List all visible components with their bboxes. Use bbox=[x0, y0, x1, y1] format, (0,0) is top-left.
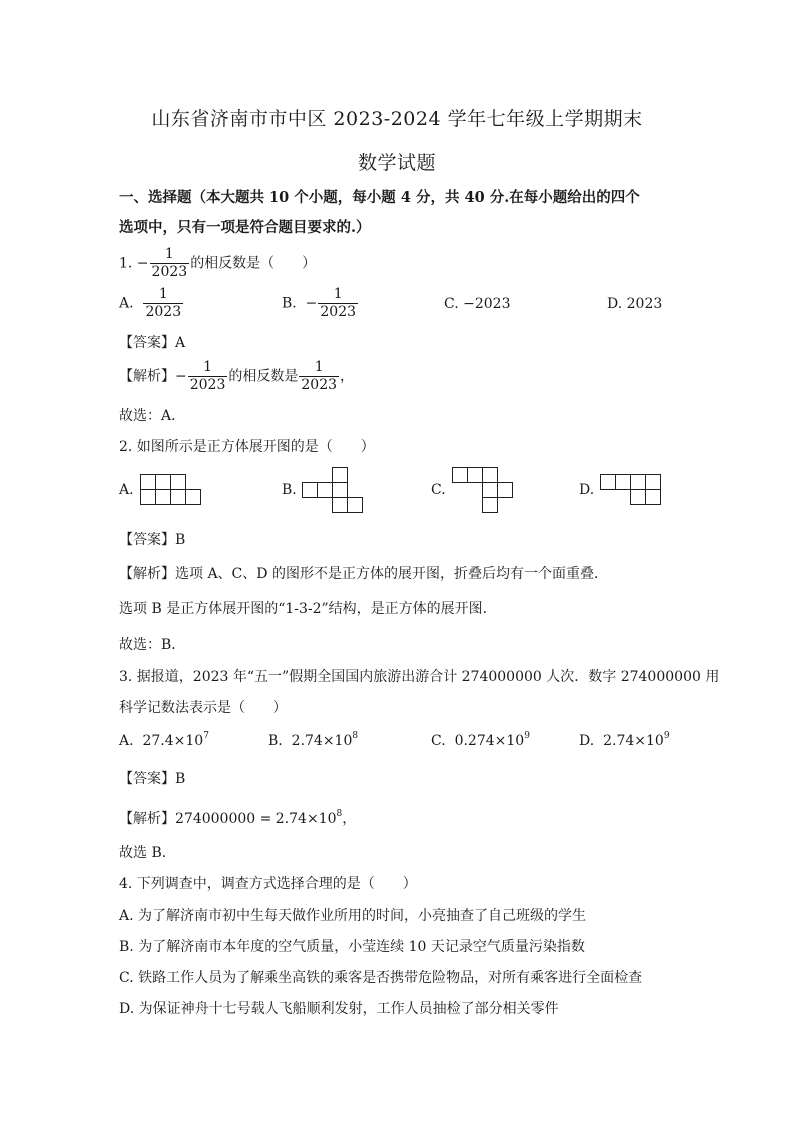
q2-stem: 2. 如图所示是正方体展开图的是（ ） bbox=[119, 439, 375, 455]
q3-option-b-base: 2.74×10 bbox=[291, 733, 353, 749]
q3-explanation-exponent: 8 bbox=[336, 809, 343, 819]
q4-stem: 4. 下列调查中，调查方式选择合理的是（ ） bbox=[119, 876, 417, 892]
q1-fraction-denominator: 2023 bbox=[151, 264, 188, 280]
q4-option-d: D. 为保证神舟十七号载人飞船顺利发射，工作人员抽检了部分相关零件 bbox=[119, 1001, 559, 1017]
q3-option-a-label: A. bbox=[119, 733, 134, 749]
q1-conclusion: 故选：A． bbox=[119, 408, 186, 424]
q1-option-b-sign: − bbox=[305, 295, 318, 312]
q2-conclusion: 故选：B． bbox=[119, 637, 186, 653]
q1-option-b bbox=[282, 286, 359, 321]
q1-option-b-denominator: 2023 bbox=[320, 304, 357, 320]
q3-answer: 【答案】B bbox=[119, 771, 186, 787]
q1-option-a-label: A. bbox=[119, 295, 134, 312]
q1-explanation-numerator-1: 1 bbox=[203, 359, 213, 375]
q1-explanation bbox=[119, 359, 354, 394]
q3-stem-line2: 科学记数法表示是（ ） bbox=[119, 700, 287, 716]
q1-option-a-numerator: 1 bbox=[158, 286, 168, 302]
q1-explanation-numerator-2: 1 bbox=[314, 359, 324, 375]
q1-prefix: 1. − bbox=[119, 255, 149, 272]
q3-option-a-base: 27.4×10 bbox=[142, 733, 204, 749]
q3-option-d-exponent: 9 bbox=[663, 731, 670, 741]
q3-explanation-end: ， bbox=[342, 811, 357, 827]
q1-fraction bbox=[150, 246, 190, 281]
q1-answer: 【答案】A bbox=[119, 335, 186, 351]
q4-option-b: B. 为了解济南市本年度的空气质量，小莹连续 10 天记录空气质量污染指数 bbox=[119, 939, 585, 955]
q2-explanation-line1: 【解析】选项 A、C、D 的图形不是正方体的展开图，折叠后均有一个面重叠． bbox=[119, 566, 608, 582]
q1-explanation-label: 【解析】− bbox=[119, 368, 187, 385]
q1-explanation-denominator-1: 2023 bbox=[189, 377, 226, 393]
q1-explanation-fraction-2 bbox=[299, 359, 339, 394]
q1-option-a-fraction bbox=[143, 286, 183, 321]
q1-option-b-numerator: 1 bbox=[333, 286, 343, 302]
section-heading-line1: 一、选择题（本大题共 10 个小题，每小题 4 分，共 40 分.在每小题给出的四个 bbox=[119, 189, 640, 206]
q3-option-a bbox=[119, 733, 209, 749]
q3-explanation bbox=[119, 808, 356, 828]
q2-option-c-label: C. bbox=[431, 482, 446, 498]
q3-option-b-exponent: 8 bbox=[352, 731, 359, 741]
q2-option-a-label: A. bbox=[119, 482, 134, 498]
q1-explanation-denominator-2: 2023 bbox=[301, 377, 338, 393]
q1-option-a-denominator: 2023 bbox=[145, 304, 182, 320]
q4-option-a: A. 为了解济南市初中生每天做作业所用的时间，小亮抽查了自己班级的学生 bbox=[119, 908, 587, 924]
q1-option-b-label: B. bbox=[282, 295, 297, 312]
q1-stem bbox=[119, 246, 316, 281]
q2-option-b-label: B. bbox=[282, 482, 297, 498]
q3-option-c-base: 0.274×10 bbox=[454, 733, 525, 749]
q3-option-b-label: B. bbox=[268, 733, 283, 749]
section-heading-line2: 选项中，只有一项是符合题目要求的.） bbox=[119, 219, 371, 236]
q3-option-a-exponent: 7 bbox=[203, 731, 209, 741]
q1-option-b-fraction bbox=[318, 286, 358, 321]
q3-option-d-label: D. bbox=[579, 733, 595, 749]
q1-fraction-numerator: 1 bbox=[164, 246, 174, 262]
q3-option-d-base: 2.74×10 bbox=[603, 733, 664, 749]
q1-explanation-end: ， bbox=[340, 368, 355, 385]
q3-option-b bbox=[268, 733, 358, 749]
q3-explanation-text: 【解析】274000000 = 2.74×10 bbox=[119, 811, 337, 827]
q2-explanation-line2: 选项 B 是正方体展开图的“1-3-2”结构，是正方体的展开图． bbox=[119, 601, 497, 617]
q2-answer: 【答案】B bbox=[119, 532, 186, 548]
q1-explanation-mid: 的相反数是 bbox=[228, 368, 299, 385]
q3-option-c-exponent: 9 bbox=[524, 731, 530, 741]
q1-suffix: 的相反数是（ ） bbox=[190, 255, 317, 272]
q3-option-c bbox=[431, 733, 530, 749]
q3-conclusion: 故选 B． bbox=[119, 845, 176, 861]
q1-option-d: D. 2023 bbox=[607, 296, 663, 312]
document-title-line2: 数学试题 bbox=[357, 152, 436, 174]
q3-option-c-label: C. bbox=[431, 733, 446, 749]
q1-option-a bbox=[119, 286, 184, 321]
q3-stem-line1: 3. 据报道，2023 年“五一”假期全国国内旅游出游合计 274000000 人次．数字 274000000 用 bbox=[119, 669, 720, 685]
q4-option-c: C. 铁路工作人员为了解乘坐高铁的乘客是否携带危险物品，对所有乘客进行全面检查 bbox=[119, 970, 643, 986]
document-title-line1: 山东省济南市市中区 2023-2024 学年七年级上学期期末 bbox=[151, 108, 643, 130]
q2-option-d-label: D. bbox=[579, 482, 595, 498]
q3-option-d bbox=[579, 733, 670, 749]
q1-explanation-fraction-1 bbox=[188, 359, 228, 394]
q1-option-c: C. −2023 bbox=[444, 296, 511, 312]
